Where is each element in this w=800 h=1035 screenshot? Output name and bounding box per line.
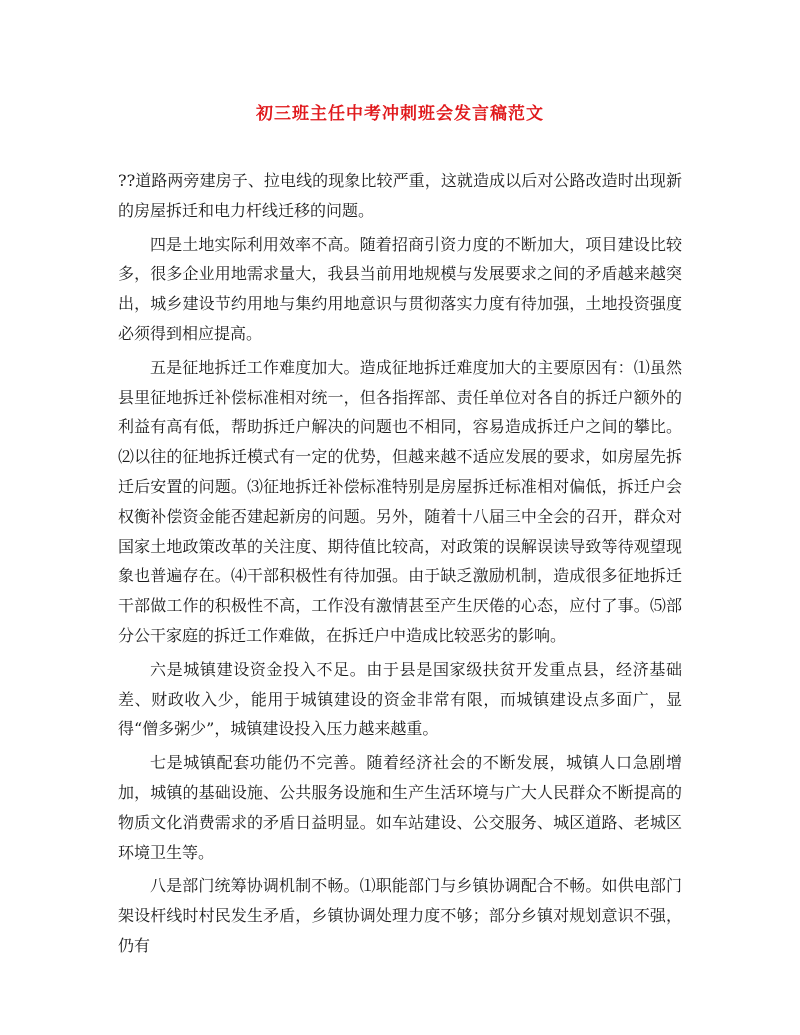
- paragraph-continuation: ??道路两旁建房子、拉电线的现象比较严重，这就造成以后对公路改造时出现新的房屋拆迁和电力杆线迁移的问题。: [118, 171, 682, 220]
- paragraph-coordination: 八是部门统筹协调机制不畅。⑴职能部门与乡镇协调配合不畅。如供电部门架设杆线时村民发生矛盾，乡镇协调处理力度不够；部分乡镇对规划意识不强，仍有: [118, 876, 682, 955]
- paragraph-land-use: 四是土地实际利用效率不高。随着招商引资力度的不断加大，项目建设比较多，很多企业用地需求量大，我县当前用地规模与发展要求之间的矛盾越来越突出，城乡建设节约用地与集约用地意识与贯彻落实力度有待加强，土地投资强度必须得到相应提高。: [118, 234, 682, 343]
- document-body: [118, 166, 682, 965]
- document-title: 初三班主任中考冲刺班会发言稿范文: [256, 104, 544, 124]
- paragraph-land-acquisition: 五是征地拆迁工作难度加大。造成征地拆迁难度加大的主要原因有：⑴虽然县里征地拆迁补偿标准相对统一，但各指挥部、责任单位对各自的拆迁户额外的利益有高有低，帮助拆迁户解决的问题也不相同，容易造成拆迁户之间的攀比。⑵以往的征地拆迁模式有一定的优势，但越来越不适应发展的要求，如房屋先拆迁后安置的问题。⑶征地拆迁补偿标准特别是房屋拆迁标准相对偏低，拆迁户会权衡补偿资金能否建起新房的问题。另外，随着十八届三中全会的召开，群众对国家土地政策改革的关注度、期待值比较高，对政策的误解误读导致等待观望现象也普遍存在。⑷干部积极性有待加强。由于缺乏激励机制，造成很多征地拆迁干部做工作的积极性不高，工作没有激情甚至产生厌倦的心态，应付了事。⑸部分公干家庭的拆迁工作难做，在拆迁户中造成比较恶劣的影响。: [118, 357, 682, 645]
- paragraph-construction-funds: 六是城镇建设资金投入不足。由于县是国家级扶贫开发重点县，经济基础差、财政收入少，能用于城镇建设的资金非常有限，而城镇建设点多面广，显得“僧多粥少”，城镇建设投入压力越来越重。: [118, 659, 682, 739]
- paragraph-supporting-functions: 七是城镇配套功能仍不完善。随着经济社会的不断发展，城镇人口急剧增加，城镇的基础设施、公共服务设施和生产生活环境与广大人民群众不断提高的物质文化消费需求的矛盾日益明显。如车站建设、公交服务、城区道路、老城区环境卫生等。: [118, 753, 682, 862]
